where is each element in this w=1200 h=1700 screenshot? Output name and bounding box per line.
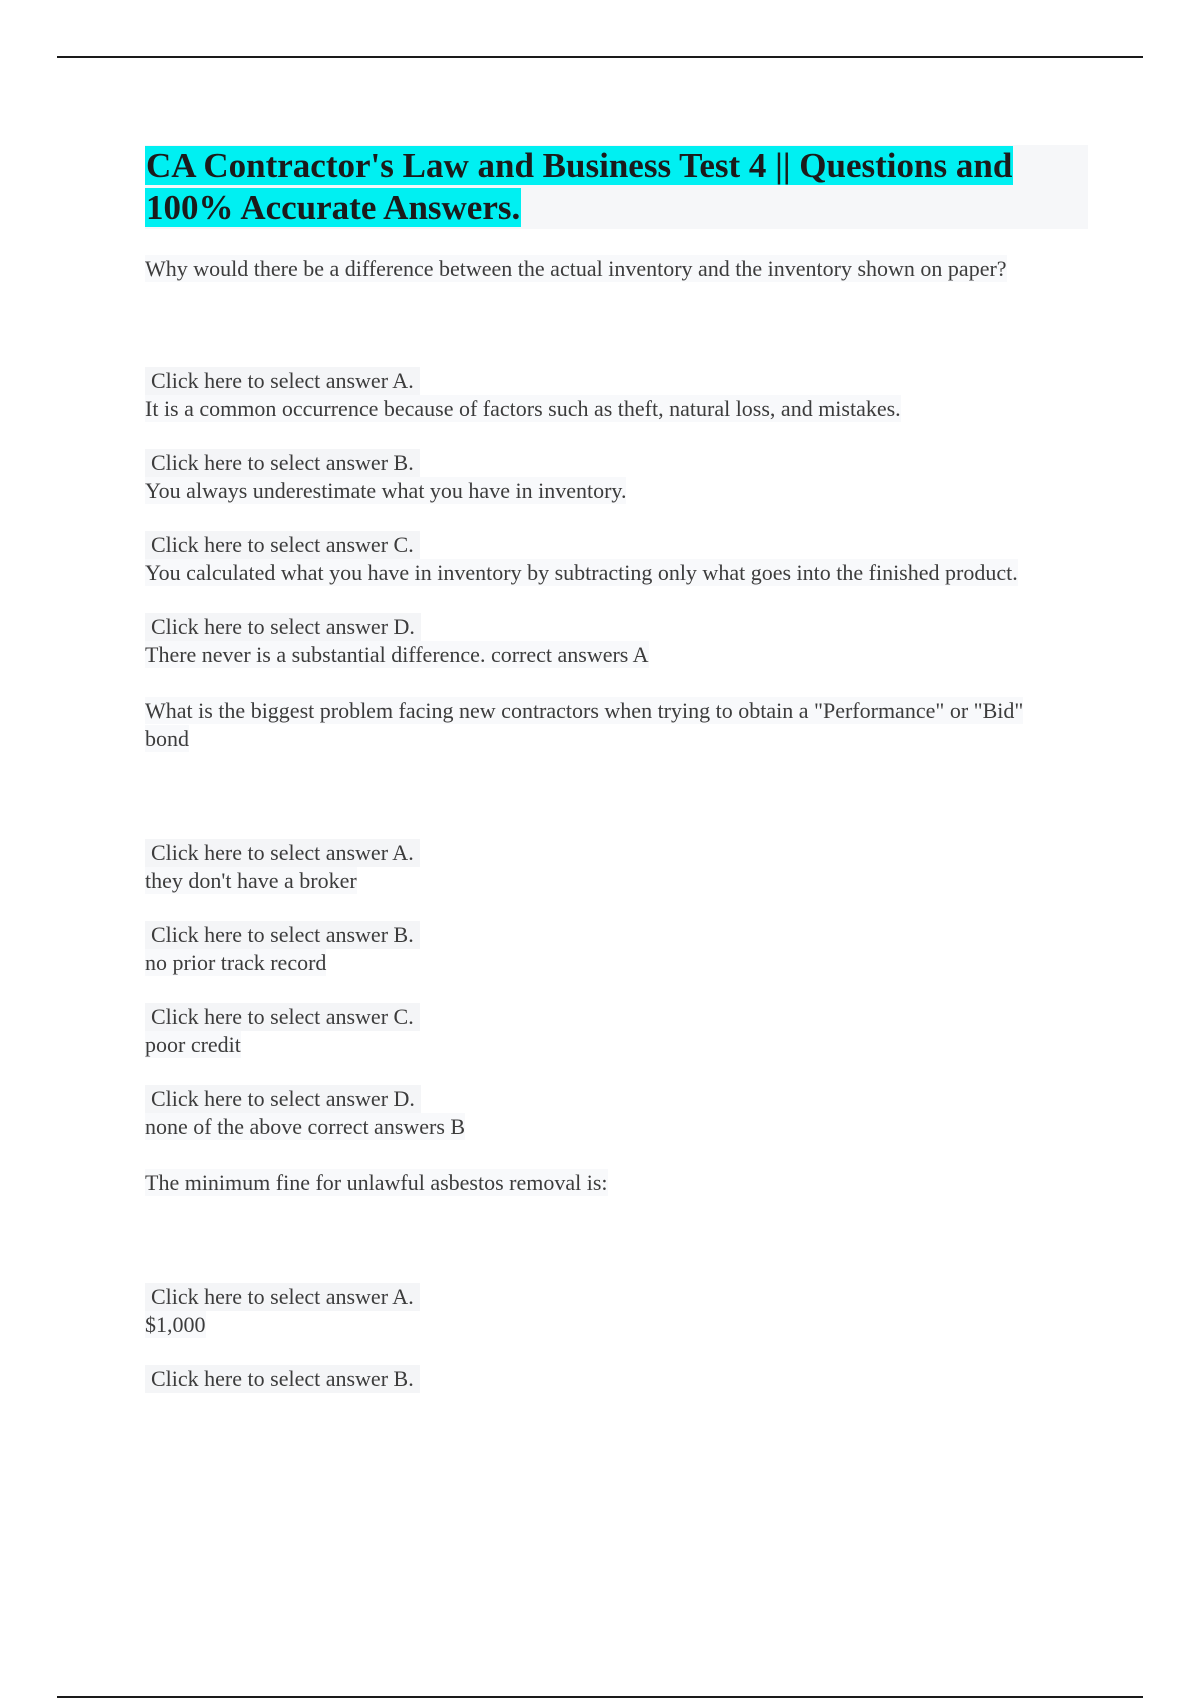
footer-rule xyxy=(57,1696,1143,1698)
option-b xyxy=(145,1365,1090,1393)
select-answer-b-button[interactable]: Click here to select answer B. xyxy=(145,921,420,949)
page-title xyxy=(145,145,1088,229)
question-text: What is the biggest problem facing new contractors when trying to obtain a "Performance" or "Bid" bond xyxy=(145,698,1024,751)
option-d xyxy=(145,613,1090,669)
answer-text: none of the above correct answers B xyxy=(145,1114,466,1139)
answer-text: It is a common occurrence because of factors such as theft, natural loss, and mistakes. xyxy=(145,396,901,421)
answer-text: There never is a substantial difference. correct answers A xyxy=(145,642,649,667)
select-answer-b-button[interactable]: Click here to select answer B. xyxy=(145,1365,420,1393)
select-answer-c-button[interactable]: Click here to select answer C. xyxy=(145,531,420,559)
answer-text: poor credit xyxy=(145,1032,241,1057)
answer-text: You calculated what you have in inventory by subtracting only what goes into the finished product. xyxy=(145,560,1018,585)
select-answer-d-button[interactable]: Click here to select answer D. xyxy=(145,613,421,641)
option-c xyxy=(145,1003,1090,1059)
option-d xyxy=(145,1085,1090,1141)
select-answer-a-button[interactable]: Click here to select answer A. xyxy=(145,1283,420,1311)
select-answer-b-button[interactable]: Click here to select answer B. xyxy=(145,449,420,477)
select-answer-a-button[interactable]: Click here to select answer A. xyxy=(145,839,420,867)
option-a xyxy=(145,839,1090,895)
option-b xyxy=(145,921,1090,977)
select-answer-c-button[interactable]: Click here to select answer C. xyxy=(145,1003,420,1031)
document-body xyxy=(145,145,1090,1419)
answer-text: $1,000 xyxy=(145,1312,206,1337)
option-c xyxy=(145,531,1090,587)
option-b xyxy=(145,449,1090,505)
question-1 xyxy=(145,255,1090,669)
question-text: Why would there be a difference between the actual inventory and the inventory shown on paper? xyxy=(145,256,1007,281)
question-text: The minimum fine for unlawful asbestos removal is: xyxy=(145,1170,608,1195)
option-a xyxy=(145,1283,1090,1339)
answer-text: You always underestimate what you have in inventory. xyxy=(145,478,627,503)
title-line-2: 100% Accurate Answers. xyxy=(146,188,521,227)
title-block xyxy=(145,145,1088,229)
select-answer-d-button[interactable]: Click here to select answer D. xyxy=(145,1085,421,1113)
select-answer-a-button[interactable]: Click here to select answer A. xyxy=(145,367,420,395)
question-2 xyxy=(145,697,1090,1141)
answer-text: no prior track record xyxy=(145,950,327,975)
title-line-1: CA Contractor's Law and Business Test 4 || Questions and xyxy=(146,146,1013,185)
option-a xyxy=(145,367,1090,423)
question-3 xyxy=(145,1169,1090,1393)
answer-text: they don't have a broker xyxy=(145,868,357,893)
header-rule xyxy=(57,56,1143,58)
